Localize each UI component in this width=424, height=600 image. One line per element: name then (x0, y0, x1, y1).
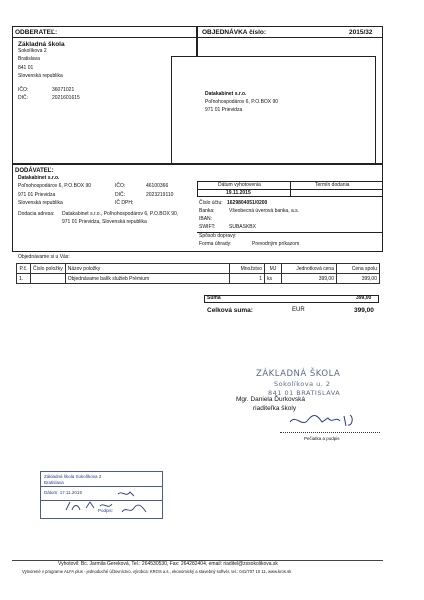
row-name: Objednávame balík služieb Prémium (65, 274, 229, 284)
dates-divider-v (290, 181, 291, 197)
vendor-icdph-label: IČ DPH: (115, 200, 134, 206)
signatory-role: riaditeľka školy (253, 405, 297, 412)
school-stamp-line-3: 841 01 BRATISLAVA (268, 389, 341, 397)
vendor-ico-label: IČO: (115, 183, 126, 189)
vendor-ico: 46100366 (146, 183, 169, 189)
receipt-stamp-line-1: Základná škola Sokolíkova 2 (44, 474, 102, 479)
row-no: 1. (17, 274, 31, 284)
total-currency: EUR (292, 307, 305, 313)
buyer-ico: 36071021 (52, 87, 75, 93)
row-code (31, 274, 66, 284)
buyer-dic: 2021601615 (52, 95, 80, 101)
buyer-name: Základná škola (18, 41, 65, 48)
col-price: Jednotková cena (282, 264, 337, 274)
vendor-line-1: Poľnohospodárov 6, P.O.BOX 90 (18, 183, 92, 189)
signature-caption: Pečiatka a podpis (304, 436, 340, 441)
receipt-stamp-line-2: Bratislava (44, 480, 64, 485)
order-number: 2015/32 (349, 29, 373, 36)
receipt-stamp-rule-1 (40, 486, 163, 487)
table-row (17, 274, 380, 284)
school-stamp-line-1: ZÁKLADNÁ ŠKOLA (256, 369, 341, 379)
vendor-line-3: Slovenská republika (18, 200, 63, 206)
footer-prepared-by: Vyhotovil: Bc. Jarmila Gereková, Tel.: 264530530, Fax: 264282404, email: riaditel@zssokolikova.sk (58, 561, 278, 567)
addressee-line-2: 971 01 Prievidza (205, 107, 243, 113)
payment-value: Prevodným príkazom (252, 241, 300, 247)
order-heading: OBJEDNÁVKA číslo: (202, 29, 267, 36)
row-total: 399,00 (337, 274, 380, 284)
sum-label: Suma (207, 295, 221, 301)
buyer-line-2: Bratislava (18, 56, 40, 62)
iban-label: IBAN: (199, 216, 213, 222)
vendor-name: Datakabinet s.r.o. (18, 175, 60, 181)
order-intro: Objednávame si u Vás: (18, 254, 70, 260)
col-no: P.č. (17, 264, 31, 274)
vendor-box (12, 164, 383, 252)
receipt-stamp-line-4: Podpis: (98, 508, 114, 513)
school-stamp-line-2: Sokolíkova u. 2 (274, 380, 331, 388)
delivery-label: Dodacia adresa: (18, 211, 55, 217)
buyer-line-1: Sokolíkova 2 (18, 48, 47, 54)
addressee-line-1: Poľnohospodárov 6, P.O.BOX 90 (205, 99, 279, 105)
buyer-heading: ODBERATEĽ: (15, 29, 58, 36)
sum-value: 399,00 (356, 295, 372, 301)
issued-date: 19.11.2015 (226, 190, 251, 196)
buyer-dic-label: DIČ: (18, 95, 28, 101)
swift-value: SUBASKBX (229, 224, 256, 230)
signatory-name: Mgr. Daniela Ďurkovská (236, 396, 305, 403)
buyer-heading-rule (12, 37, 197, 38)
signature-scribble (288, 412, 360, 430)
total-label: Celková suma: (207, 307, 253, 314)
col-unit: MJ (265, 264, 282, 274)
vendor-dic-label: DIČ: (115, 192, 125, 198)
items-table (16, 263, 380, 284)
bank-name: Všeobecná úverová banka, a.s. (229, 208, 300, 214)
buyer-ico-label: IČO: (18, 87, 29, 93)
sum-bar (204, 295, 379, 303)
due-date-label: Termín dodania (315, 182, 350, 188)
vendor-heading: DODÁVATEĽ: (15, 168, 54, 174)
swift-label: SWIFT: (199, 224, 216, 230)
shipping-label: Spôsob dopravy: (199, 233, 237, 239)
col-qty: Množstvo (230, 264, 265, 274)
issued-date-label: Dátum vyhotovenia (218, 182, 261, 188)
receipt-stamp-line-3: Dátum: 17.11.2015 (44, 490, 82, 495)
addressee-name: Datakabinet s.r.o. (205, 91, 247, 97)
total-value: 399,00 (354, 307, 374, 314)
footer-software: Vytvorené v programe ALFA plus - jednoduché účtovníctvo, výrobca: KROS a.s., ekonomický a stavebný softvér, tel.: 041/707 10 11, www.kros.sk (22, 569, 292, 574)
row-qty: 1 (230, 274, 265, 284)
col-name: Názov položky (65, 264, 229, 274)
receipt-handwriting (60, 488, 160, 518)
items-header-row (17, 264, 380, 274)
delivery-line-2: 971 01 Prievidza, Slovenská republika (62, 219, 147, 225)
buyer-line-3: 841 01 (18, 65, 34, 71)
addressee-window (171, 56, 376, 164)
account-number: 1629804051/0200 (227, 200, 268, 206)
buyer-line-4: Slovenská republika (18, 73, 63, 79)
row-unit: ks (265, 274, 282, 284)
delivery-line-1: Datakabinet s.r.o., Poľnohospodárov 6, P.O.BOX 90, (62, 211, 179, 217)
bank-label: Banka: (199, 208, 215, 214)
col-total: Cena spolu (337, 264, 380, 274)
account-label: Číslo účtu: (199, 200, 223, 206)
order-heading-rule (197, 37, 383, 38)
signature-line (280, 432, 380, 433)
col-code: Číslo položky (31, 264, 66, 274)
vendor-dic: 2023219110 (146, 192, 174, 198)
vendor-line-2: 971 01 Prievidza (18, 192, 56, 198)
payment-label: Forma úhrady: (199, 241, 232, 247)
row-price: 399,00 (282, 274, 337, 284)
